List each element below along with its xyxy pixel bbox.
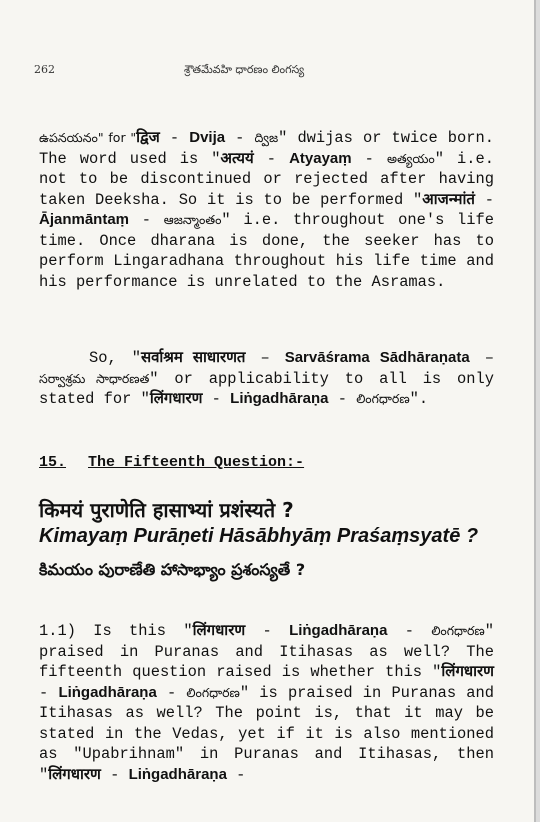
paragraph-sarvasrama: So, "सर्वाश्रम साधारणत – Sarvāśrama Sādhāraṇata – సర్వాశ్రమ సాధారణత" or applicability to all is only stated for "लिंगधारण - Liṅgadhāraṇa - లింగధారణ". — [39, 349, 494, 408]
section-title: The Fifteenth Question:- — [88, 454, 305, 471]
paragraph-1-1: 1.1) Is this "लिंगधारण - Liṅgadhāraṇa - లింగధారణ" praised in Puranas and Itihasas as well? The fifteenth question raised is whether this "लिंगधारण - Liṅgadhāraṇa - లింగధారణ" is praised in Puranas and Itihasas as well? The point is, that it may be stated in the Vedas, yet if it is also mentioned as "Upabrihnam" in Puranas and Itihasas, then "लिंगधारण - Liṅgadhāraṇa - — [39, 622, 494, 784]
page-number: 262 — [34, 63, 55, 76]
verse-telugu: కిమయం పురాణేతి హాసాభ్యాం ప్రశంస్యతే ? — [39, 560, 306, 579]
running-head: శ్రౌతమేవహి ధారణం లింగస్య — [184, 63, 305, 76]
verse-devanagari: किमयं पुराणेति हासाभ्यां प्रशंस्यते ? — [39, 498, 294, 522]
verse-transliteration: Kimayaṃ Purāṇeti Hāsābhyāṃ Praśaṃsyatē ? — [39, 525, 479, 547]
section-heading — [39, 454, 304, 471]
section-number: 15. — [39, 454, 67, 471]
paragraph-continuation: ఉపనయనం" for "द्विज - Dvija - ద్విజ" dwijas or twice born. The word used is "अत्ययं - Atyayaṃ - అత్యయం" i.e. not to be discontinued or rejected after having taken Deeksha. So it is to be performed "आजन्मांतं - Ājanmāntaṃ - ఆజన్మాంతం" i.e. throughout one's life time. Once dharana is done, the seeker has to perform Lingaradhana throughout his life time and his performance is unrelated to the Asramas. — [39, 129, 494, 291]
